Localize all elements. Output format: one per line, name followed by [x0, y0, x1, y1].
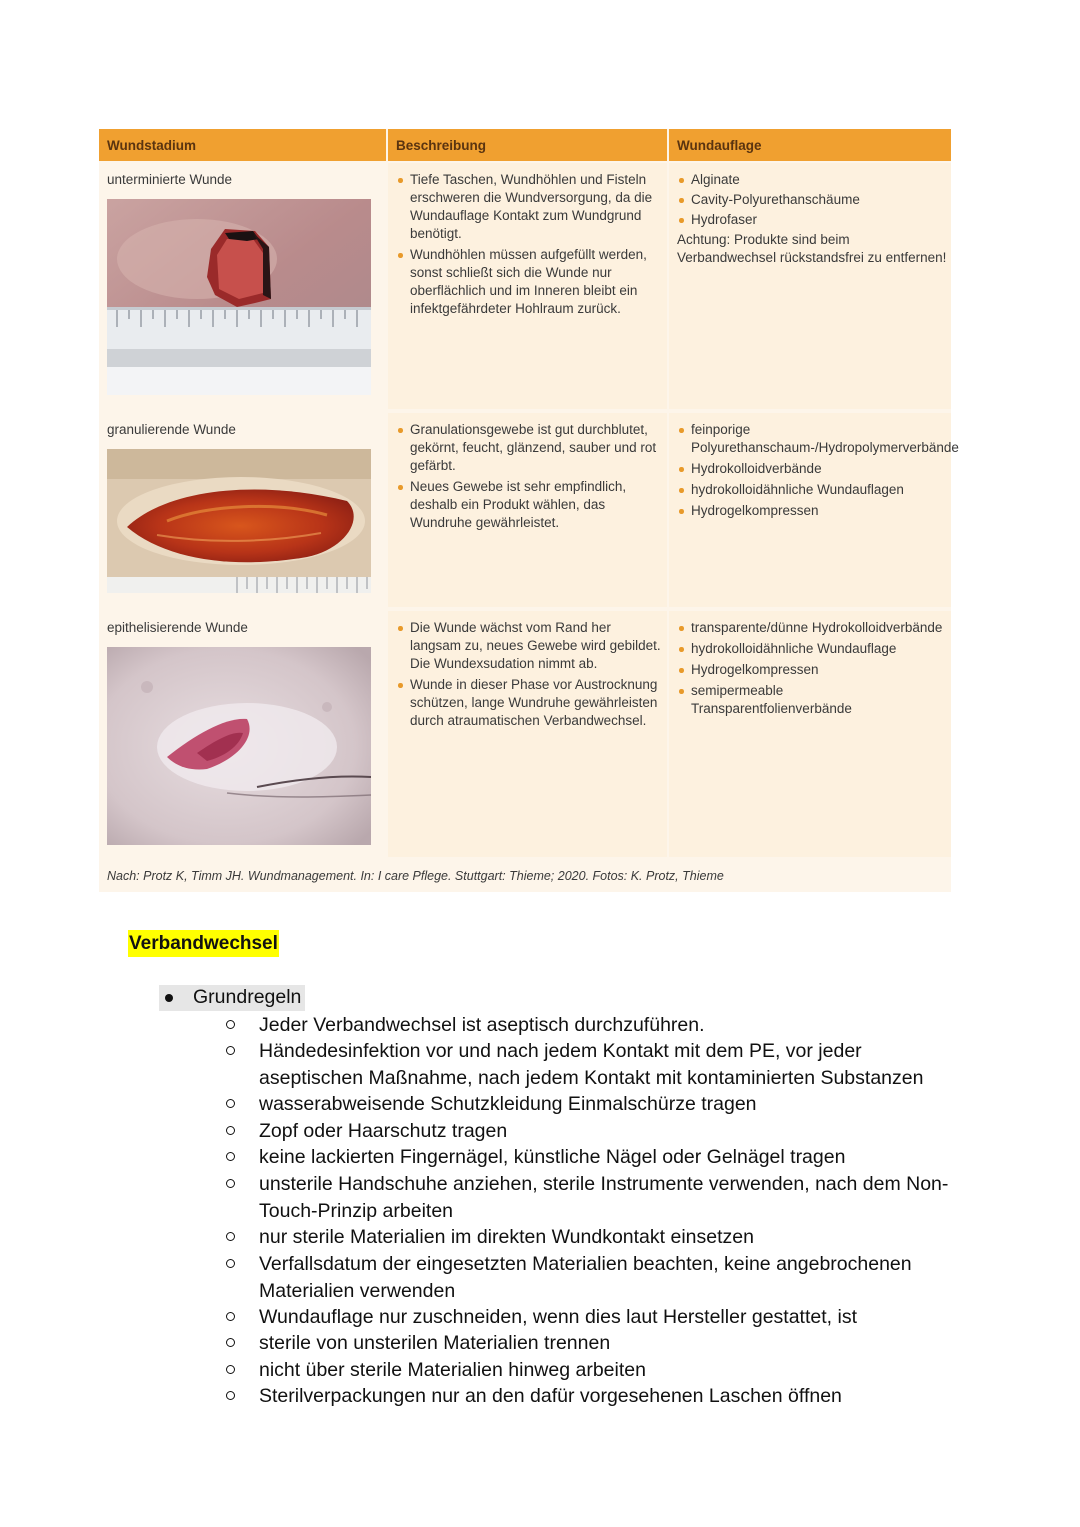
subheading-grundregeln: Grundregeln — [193, 986, 302, 1008]
description-list — [396, 421, 663, 535]
dressing-cell — [669, 611, 951, 857]
list-item: Wunde in dieser Phase vor Austrocknung schützen, lange Wundruhe gewährleisten durch atraumatischen Verbandwechsel. — [396, 676, 663, 730]
list-item: Hydrofaser — [677, 211, 947, 229]
section-title: Verbandwechsel — [128, 930, 279, 957]
description-list — [396, 619, 663, 733]
wound-stage-table — [99, 129, 959, 892]
circle-bullet-icon — [226, 1338, 235, 1347]
circle-bullet-icon — [226, 1259, 235, 1268]
dressing-list — [677, 619, 947, 721]
wound-photo-undermined-icon — [107, 199, 371, 395]
source-citation: Nach: Protz K, Timm JH. Wundmanagement. In: I care Pflege. Stuttgart: Thieme; 2020. Fotos: K. Protz, Thieme — [107, 869, 724, 883]
description-cell — [388, 611, 667, 857]
description-list — [396, 171, 663, 321]
circle-bullet-icon — [226, 1020, 235, 1029]
list-item: Wundhöhlen müssen aufgefüllt werden, sonst schließt sich die Wunde nur oberflächlich und im Inneren bleibt ein infektgefährdeter Hohlraum zurück. — [396, 246, 663, 318]
circle-bullet-icon — [226, 1179, 235, 1188]
circle-bullet-icon — [226, 1046, 235, 1055]
table-row — [99, 163, 951, 409]
list-item: semipermeable Transparentfolienverbände — [677, 682, 947, 718]
dressing-list — [677, 171, 947, 229]
table-row — [99, 413, 959, 607]
list-item: Granulationsgewebe ist gut durchblutet, gekörnt, feucht, glänzend, sauber und rot gefärbt. — [396, 421, 663, 475]
list-item: Hydrokolloidverbände — [677, 460, 947, 478]
wound-photo-granulating-icon — [107, 449, 371, 593]
dressing-cell — [669, 413, 959, 607]
list-item: Hydrogelkompressen — [677, 661, 947, 679]
list-item: hydrokolloidähnliche Wundauflagen — [677, 481, 947, 499]
list-item: feinporige Polyurethanschaum-/Hydropolymerverbände — [677, 421, 947, 457]
circle-bullet-icon — [226, 1365, 235, 1374]
header-beschreibung: Beschreibung — [388, 129, 667, 161]
circle-bullet-icon — [226, 1391, 235, 1400]
wound-photo-epithelializing-icon — [107, 647, 371, 845]
stage-label: unterminierte Wunde — [107, 172, 233, 187]
circle-bullet-icon — [226, 1232, 235, 1241]
dressing-list — [677, 421, 959, 523]
stage-cell — [99, 163, 386, 409]
description-cell — [388, 163, 667, 409]
list-item: Die Wunde wächst vom Rand her langsam zu, neues Gewebe wird gebildet. Die Wundexsudation nimmt ab. — [396, 619, 663, 673]
circle-bullet-icon — [226, 1312, 235, 1321]
circle-bullet-icon — [226, 1152, 235, 1161]
description-cell — [388, 413, 667, 607]
header-wundauflage: Wundauflage — [669, 129, 951, 161]
list-item: Neues Gewebe ist sehr empfindlich, deshalb ein Produkt wählen, das Wundruhe gewährleistet. — [396, 478, 663, 532]
table-row — [99, 611, 951, 857]
list-item: Alginate — [677, 171, 947, 189]
list-item: hydrokolloidähnliche Wundauflage — [677, 640, 947, 658]
header-wundstadium: Wundstadium — [99, 129, 386, 161]
list-item: Tiefe Taschen, Wundhöhlen und Fisteln erschweren die Wundversorgung, da die Wundauflage Kontakt zum Wundgrund benötigt. — [396, 171, 663, 243]
stage-cell — [99, 413, 386, 607]
stage-label: epithelisierende Wunde — [107, 620, 248, 635]
list-item: Hydrogelkompressen — [677, 502, 947, 520]
stage-label: granulierende Wunde — [107, 422, 236, 437]
bullet-icon — [165, 994, 173, 1002]
dressing-cell — [669, 163, 951, 409]
list-item: Cavity-Polyurethanschäume — [677, 191, 947, 209]
stage-cell — [99, 611, 386, 857]
dressing-note: Achtung: Produkte sind beim Verbandwechsel rückstandsfrei zu entfernen! — [677, 232, 947, 265]
circle-bullet-icon — [226, 1099, 235, 1108]
table-header — [99, 129, 951, 161]
list-item: transparente/dünne Hydrokolloidverbände — [677, 619, 947, 637]
circle-bullet-icon — [226, 1126, 235, 1135]
